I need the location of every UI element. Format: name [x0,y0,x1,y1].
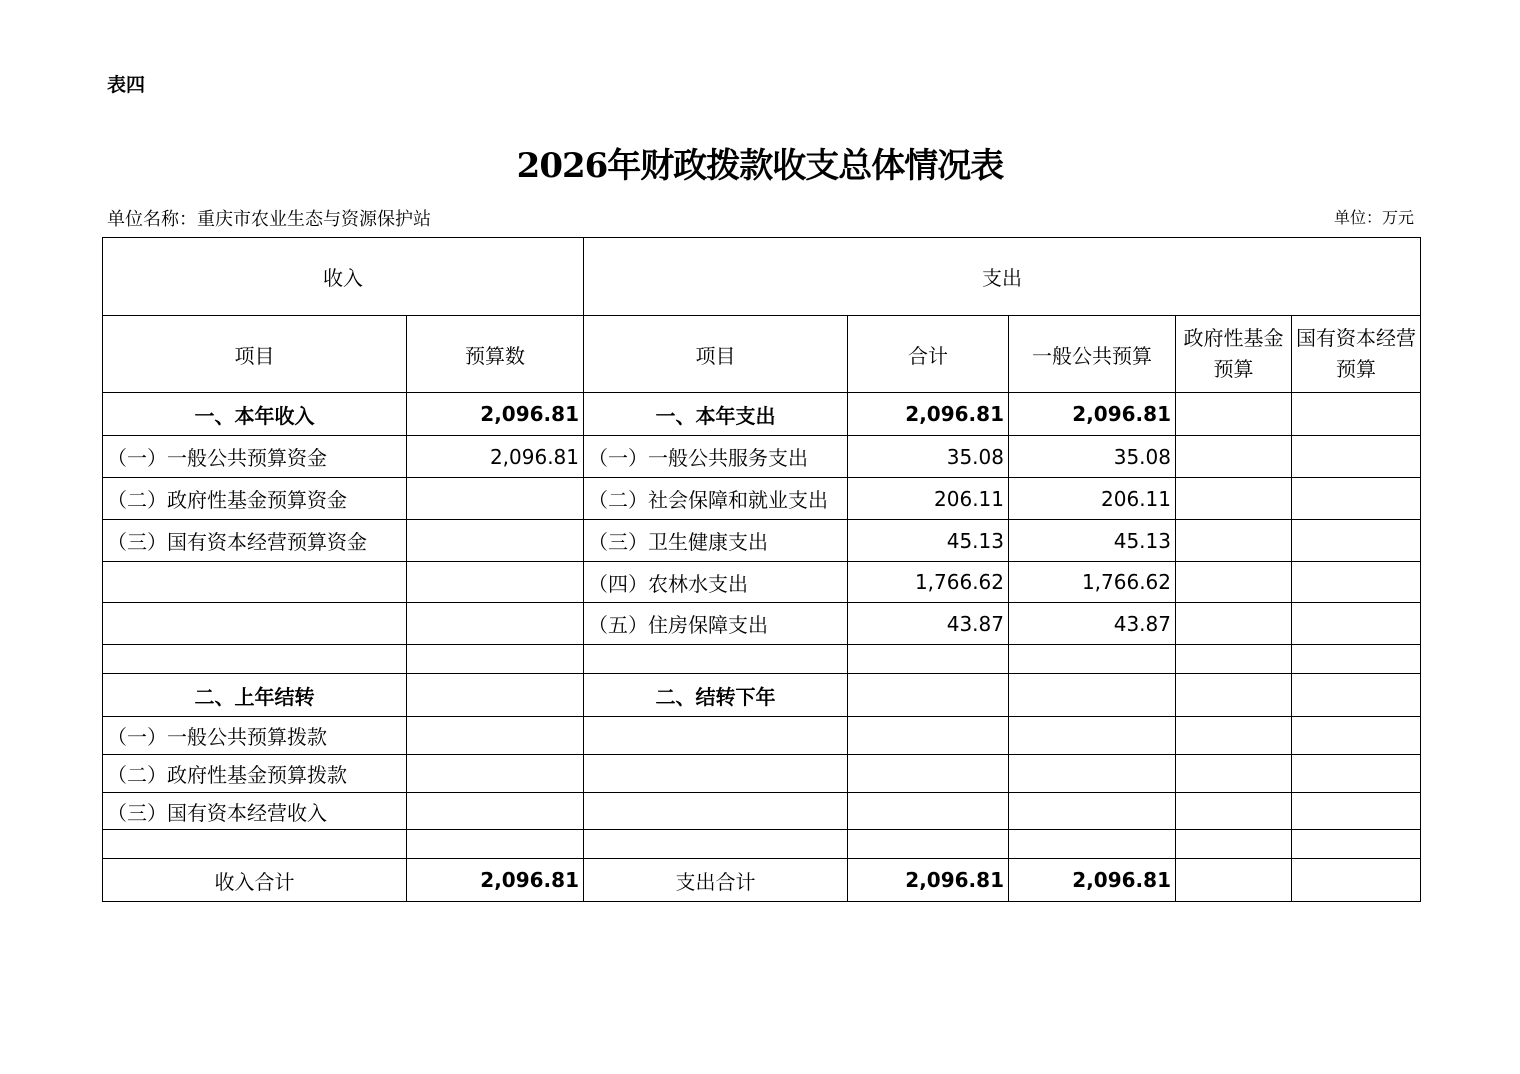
income-value-cell [407,717,584,755]
table-tag: 表四 [107,74,146,96]
expense-item-cell [584,717,848,755]
income-item-cell: 一、本年收入 [103,393,407,436]
general-cell: 45.13 [1009,520,1176,562]
income-value-cell: 2,096.81 [407,436,584,478]
state-capital-cell [1292,393,1421,436]
total-cell [848,717,1009,755]
expense-item-cell [584,755,848,793]
gov-fund-cell [1176,793,1292,830]
state-capital-cell [1292,674,1421,717]
expense-item-cell [584,645,848,674]
general-cell: 43.87 [1009,603,1176,645]
gov-fund-cell [1176,562,1292,603]
income-budget-header: 预算数 [407,316,584,393]
expense-section-header: 支出 [584,238,1421,316]
total-header: 合计 [848,316,1009,393]
table-row [103,645,1421,674]
income-value-cell [407,603,584,645]
gov-fund-cell [1176,603,1292,645]
income-total-label: 收入合计 [103,859,407,902]
state-capital-cell [1292,717,1421,755]
table-row [103,830,1421,859]
income-value-cell [407,562,584,603]
unit-name: 单位名称：重庆市农业生态与资源保护站 [107,209,431,230]
income-item-cell [103,603,407,645]
header-row-sections [103,238,1421,316]
gov-fund-cell [1176,674,1292,717]
income-value-cell [407,674,584,717]
income-item-cell [103,645,407,674]
income-item-cell: （二）政府性基金预算资金 [103,478,407,520]
general-cell [1009,830,1176,859]
state-capital-cell [1292,478,1421,520]
gov-fund-cell [1176,520,1292,562]
income-value-cell [407,645,584,674]
budget-table [102,237,1421,902]
table-row [103,478,1421,520]
table-row [103,793,1421,830]
gov-fund-cell [1176,717,1292,755]
income-value-cell [407,520,584,562]
state-capital-cell [1292,645,1421,674]
gov-fund-budget-header: 政府性基金预算 [1176,316,1292,393]
income-value-cell [407,793,584,830]
income-item-cell [103,830,407,859]
total-cell: 43.87 [848,603,1009,645]
expense-item-cell: （四）农林水支出 [584,562,848,603]
table-row [103,562,1421,603]
general-cell [1009,717,1176,755]
general-cell: 1,766.62 [1009,562,1176,603]
general-cell: 35.08 [1009,436,1176,478]
total-cell [848,755,1009,793]
gov-fund-cell [1176,436,1292,478]
income-item-cell [103,562,407,603]
income-value-cell [407,830,584,859]
table-row [103,393,1421,436]
income-value-cell [407,755,584,793]
state-capital-cell [1292,755,1421,793]
total-cell [848,793,1009,830]
expense-item-cell: （二）社会保障和就业支出 [584,478,848,520]
table-row [103,436,1421,478]
total-cell: 35.08 [848,436,1009,478]
general-cell [1009,755,1176,793]
income-item-cell: （三）国有资本经营收入 [103,793,407,830]
total-cell [848,830,1009,859]
general-cell [1009,645,1176,674]
state-capital-total-value [1292,859,1421,902]
general-cell: 2,096.81 [1009,393,1176,436]
gov-fund-cell [1176,645,1292,674]
state-capital-cell [1292,830,1421,859]
expense-item-cell: 一、本年支出 [584,393,848,436]
general-total-value: 2,096.81 [1009,859,1176,902]
total-cell [848,645,1009,674]
expense-total-label: 支出合计 [584,859,848,902]
table-row [103,520,1421,562]
state-capital-budget-header: 国有资本经营预算 [1292,316,1421,393]
page-title: 2026年财政拨款收支总体情况表 [516,146,1004,186]
gov-fund-cell [1176,755,1292,793]
total-row [103,859,1421,902]
income-section-header: 收入 [103,238,584,316]
state-capital-cell [1292,562,1421,603]
total-cell: 45.13 [848,520,1009,562]
expense-item-cell: （三）卫生健康支出 [584,520,848,562]
gov-fund-cell [1176,830,1292,859]
expense-item-cell: （一）一般公共服务支出 [584,436,848,478]
total-cell [848,674,1009,717]
total-cell: 206.11 [848,478,1009,520]
total-cell: 1,766.62 [848,562,1009,603]
state-capital-cell [1292,436,1421,478]
expense-item-cell [584,830,848,859]
expense-item-header: 项目 [584,316,848,393]
income-item-cell: （三）国有资本经营预算资金 [103,520,407,562]
general-cell: 206.11 [1009,478,1176,520]
table-row [103,717,1421,755]
state-capital-cell [1292,603,1421,645]
gov-fund-total-value [1176,859,1292,902]
table-row [103,674,1421,717]
income-value-cell [407,478,584,520]
gov-fund-cell [1176,393,1292,436]
income-value-cell: 2,096.81 [407,393,584,436]
gov-fund-cell [1176,478,1292,520]
header-row-columns [103,316,1421,393]
income-item-cell: （二）政府性基金预算拨款 [103,755,407,793]
expense-total-value: 2,096.81 [848,859,1009,902]
table-row [103,755,1421,793]
general-budget-header: 一般公共预算 [1009,316,1176,393]
general-cell [1009,793,1176,830]
table-row [103,603,1421,645]
expense-item-cell: （五）住房保障支出 [584,603,848,645]
income-item-cell: （一）一般公共预算资金 [103,436,407,478]
expense-item-cell: 二、结转下年 [584,674,848,717]
income-item-cell: 二、上年结转 [103,674,407,717]
expense-item-cell [584,793,848,830]
unit-label: 单位：万元 [1333,208,1414,227]
income-item-cell: （一）一般公共预算拨款 [103,717,407,755]
total-cell: 2,096.81 [848,393,1009,436]
state-capital-cell [1292,793,1421,830]
income-item-header: 项目 [103,316,407,393]
income-total-value: 2,096.81 [407,859,584,902]
state-capital-cell [1292,520,1421,562]
general-cell [1009,674,1176,717]
